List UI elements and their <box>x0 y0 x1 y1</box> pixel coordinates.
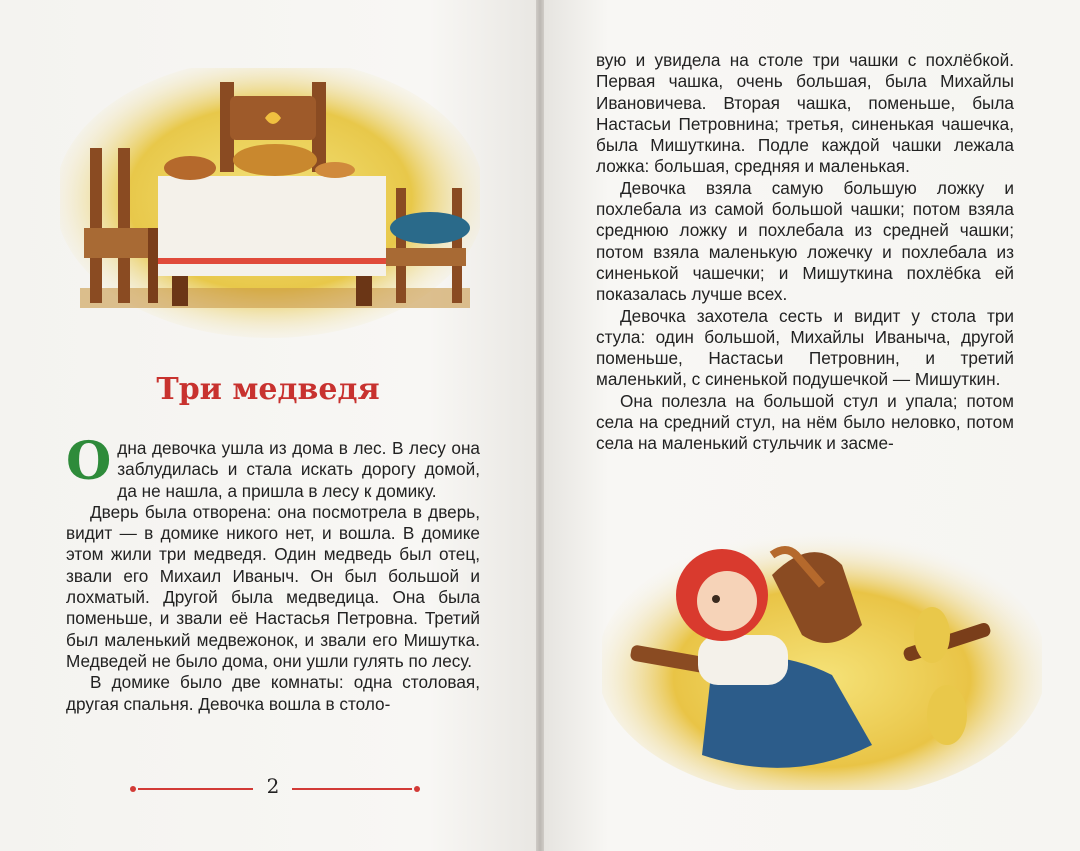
story-title: Три медведя <box>156 372 380 407</box>
paragraph-2: Дверь была отворена: она посмотрела в дверь, видит — в домике никого нет, и вошла. В домике этом жили три медведя. Один медведь был отец, звали его Михаил Иваныч. Он был большой и лохматый. Другой была медведица. Она была поменьше, и звали её Настасья Петровна. Третий был маленький медвежонок, и звали его Мишутка. Медведей не было дома, они ушли гулять по лесу. <box>66 501 480 671</box>
paragraph-3: В домике было две комнаты: одна столовая, другая спальня. Девочка вошла в столо- <box>66 672 480 714</box>
page-footer <box>130 772 430 802</box>
book-spine <box>536 0 544 851</box>
girl-on-chair-illustration <box>602 515 1042 790</box>
footer-rule-left <box>138 788 253 790</box>
table-chairs-illustration <box>60 68 480 338</box>
right-text-body <box>596 50 1014 455</box>
paragraph-1: Одна девочка ушла из дома в лес. В лесу она заблудилась и стала искать дорогу домой, да не нашла, а пришла в лесу к домику. <box>66 431 480 501</box>
paragraph-7: Она полезла на большой стул и упала; потом села на средний стул, на нём было неловко, потом села на маленький стульчик и засме- <box>596 390 1014 454</box>
footer-dot-right <box>414 786 420 792</box>
footer-rule-right <box>292 788 412 790</box>
page-number: 2 <box>266 774 280 798</box>
paragraph-4: вую и увидела на столе три чашки с похлёбкой. Первая чашка, очень большая, была Михайлы Ивановичева. Вторая чашка, поменьше, была Настасьи Петровнина; третья, синенькая чашечка, была Мишуткина. Подле каждой чашки лежала ложка: большая, средняя и маленькая. <box>596 50 1014 177</box>
paragraph-5: Девочка взяла самую большую ложку и похлебала из самой большой чашки; потом взяла среднюю ложку и похлебала из средней чашки; потом взяла маленькую ложечку и похлебала из синенькой чашечки; и Мишуткина похлёбка ей показалась лучше всех. <box>596 177 1014 305</box>
drop-cap: О <box>66 431 112 492</box>
left-page <box>0 0 536 851</box>
paragraph-6: Девочка захотела сесть и видит у стола три стула: один большой, Михайлы Иваныча, другой поменьше, Настасьи Петровнин, и третий маленький, с синенькой подушечкой — Мишуткин. <box>596 305 1014 390</box>
footer-dot-left <box>130 786 136 792</box>
left-text-body <box>66 431 480 715</box>
